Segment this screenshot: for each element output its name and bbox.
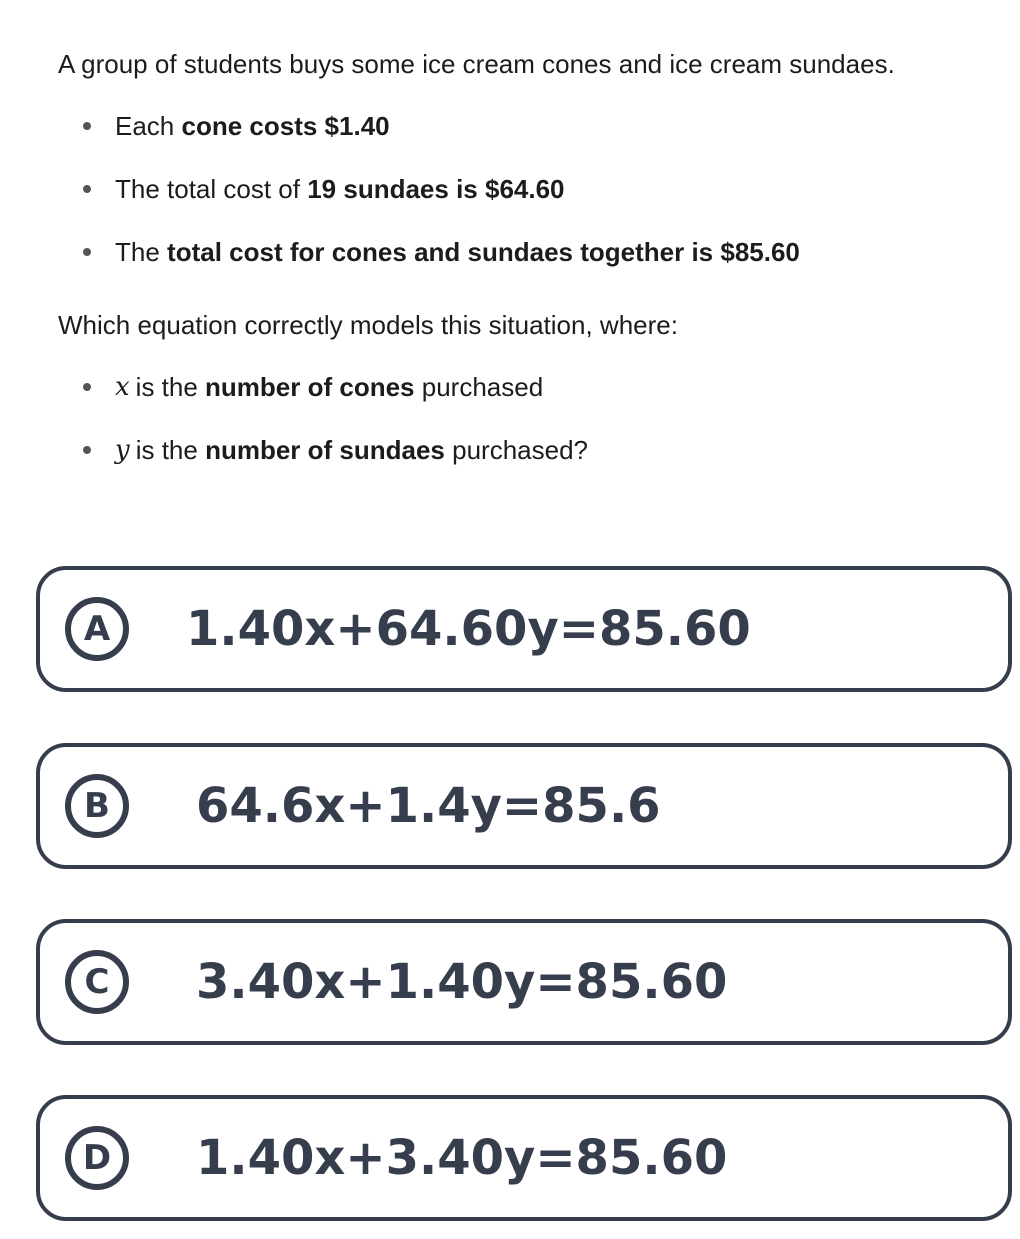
fact-bold: 19 sundaes is $64.60 — [307, 173, 565, 204]
variable-item — [58, 355, 998, 418]
bullet-icon — [83, 185, 91, 193]
variable-text: purchased — [414, 371, 544, 402]
fact-text: Each — [115, 110, 182, 141]
fact-text: The — [115, 236, 168, 267]
option-equation: 64.6x+1.4y=85.6 — [196, 778, 661, 834]
variable-symbol: x — [115, 371, 130, 402]
variable-bold: number of cones — [205, 371, 415, 402]
fact-item — [58, 94, 998, 157]
option-equation: 1.40x+3.40y=85.60 — [196, 1130, 728, 1186]
variable-bold: number of sundaes — [205, 434, 445, 465]
option-letter-b-icon: B — [65, 774, 129, 838]
option-letter-a-icon: A — [65, 597, 129, 661]
option-letter-c-icon: C — [65, 950, 129, 1014]
variable-text: is the — [135, 371, 206, 402]
option-equation: 1.40x+64.60y=85.60 — [186, 601, 751, 657]
bullet-icon — [83, 122, 91, 130]
fact-bold: total cost for cones and sundaes together is $85.60 — [167, 236, 800, 267]
question-prompt: Which equation correctly models this situation, where: — [58, 310, 678, 340]
variable-item — [58, 418, 998, 481]
bullet-icon — [83, 383, 91, 391]
variable-symbol: y — [115, 434, 130, 465]
question-intro: A group of students buys some ice cream cones and ice cream sundaes. — [58, 49, 895, 79]
answer-option-b[interactable] — [36, 743, 1012, 869]
answer-option-a[interactable] — [36, 566, 1012, 692]
answer-option-c[interactable] — [36, 919, 1012, 1045]
facts-list — [58, 94, 998, 283]
option-letter-d-icon: D — [65, 1126, 129, 1190]
fact-item — [58, 157, 998, 220]
variables-list — [58, 355, 998, 481]
fact-bold: cone costs $1.40 — [181, 110, 390, 141]
bullet-icon — [83, 248, 91, 256]
answer-option-d[interactable] — [36, 1095, 1012, 1221]
variable-text: purchased? — [444, 434, 589, 465]
fact-item — [58, 220, 998, 283]
variable-text: is the — [135, 434, 206, 465]
fact-text: The total cost of — [115, 173, 308, 204]
bullet-icon — [83, 446, 91, 454]
question-block — [58, 44, 998, 481]
option-equation: 3.40x+1.40y=85.60 — [196, 954, 728, 1010]
